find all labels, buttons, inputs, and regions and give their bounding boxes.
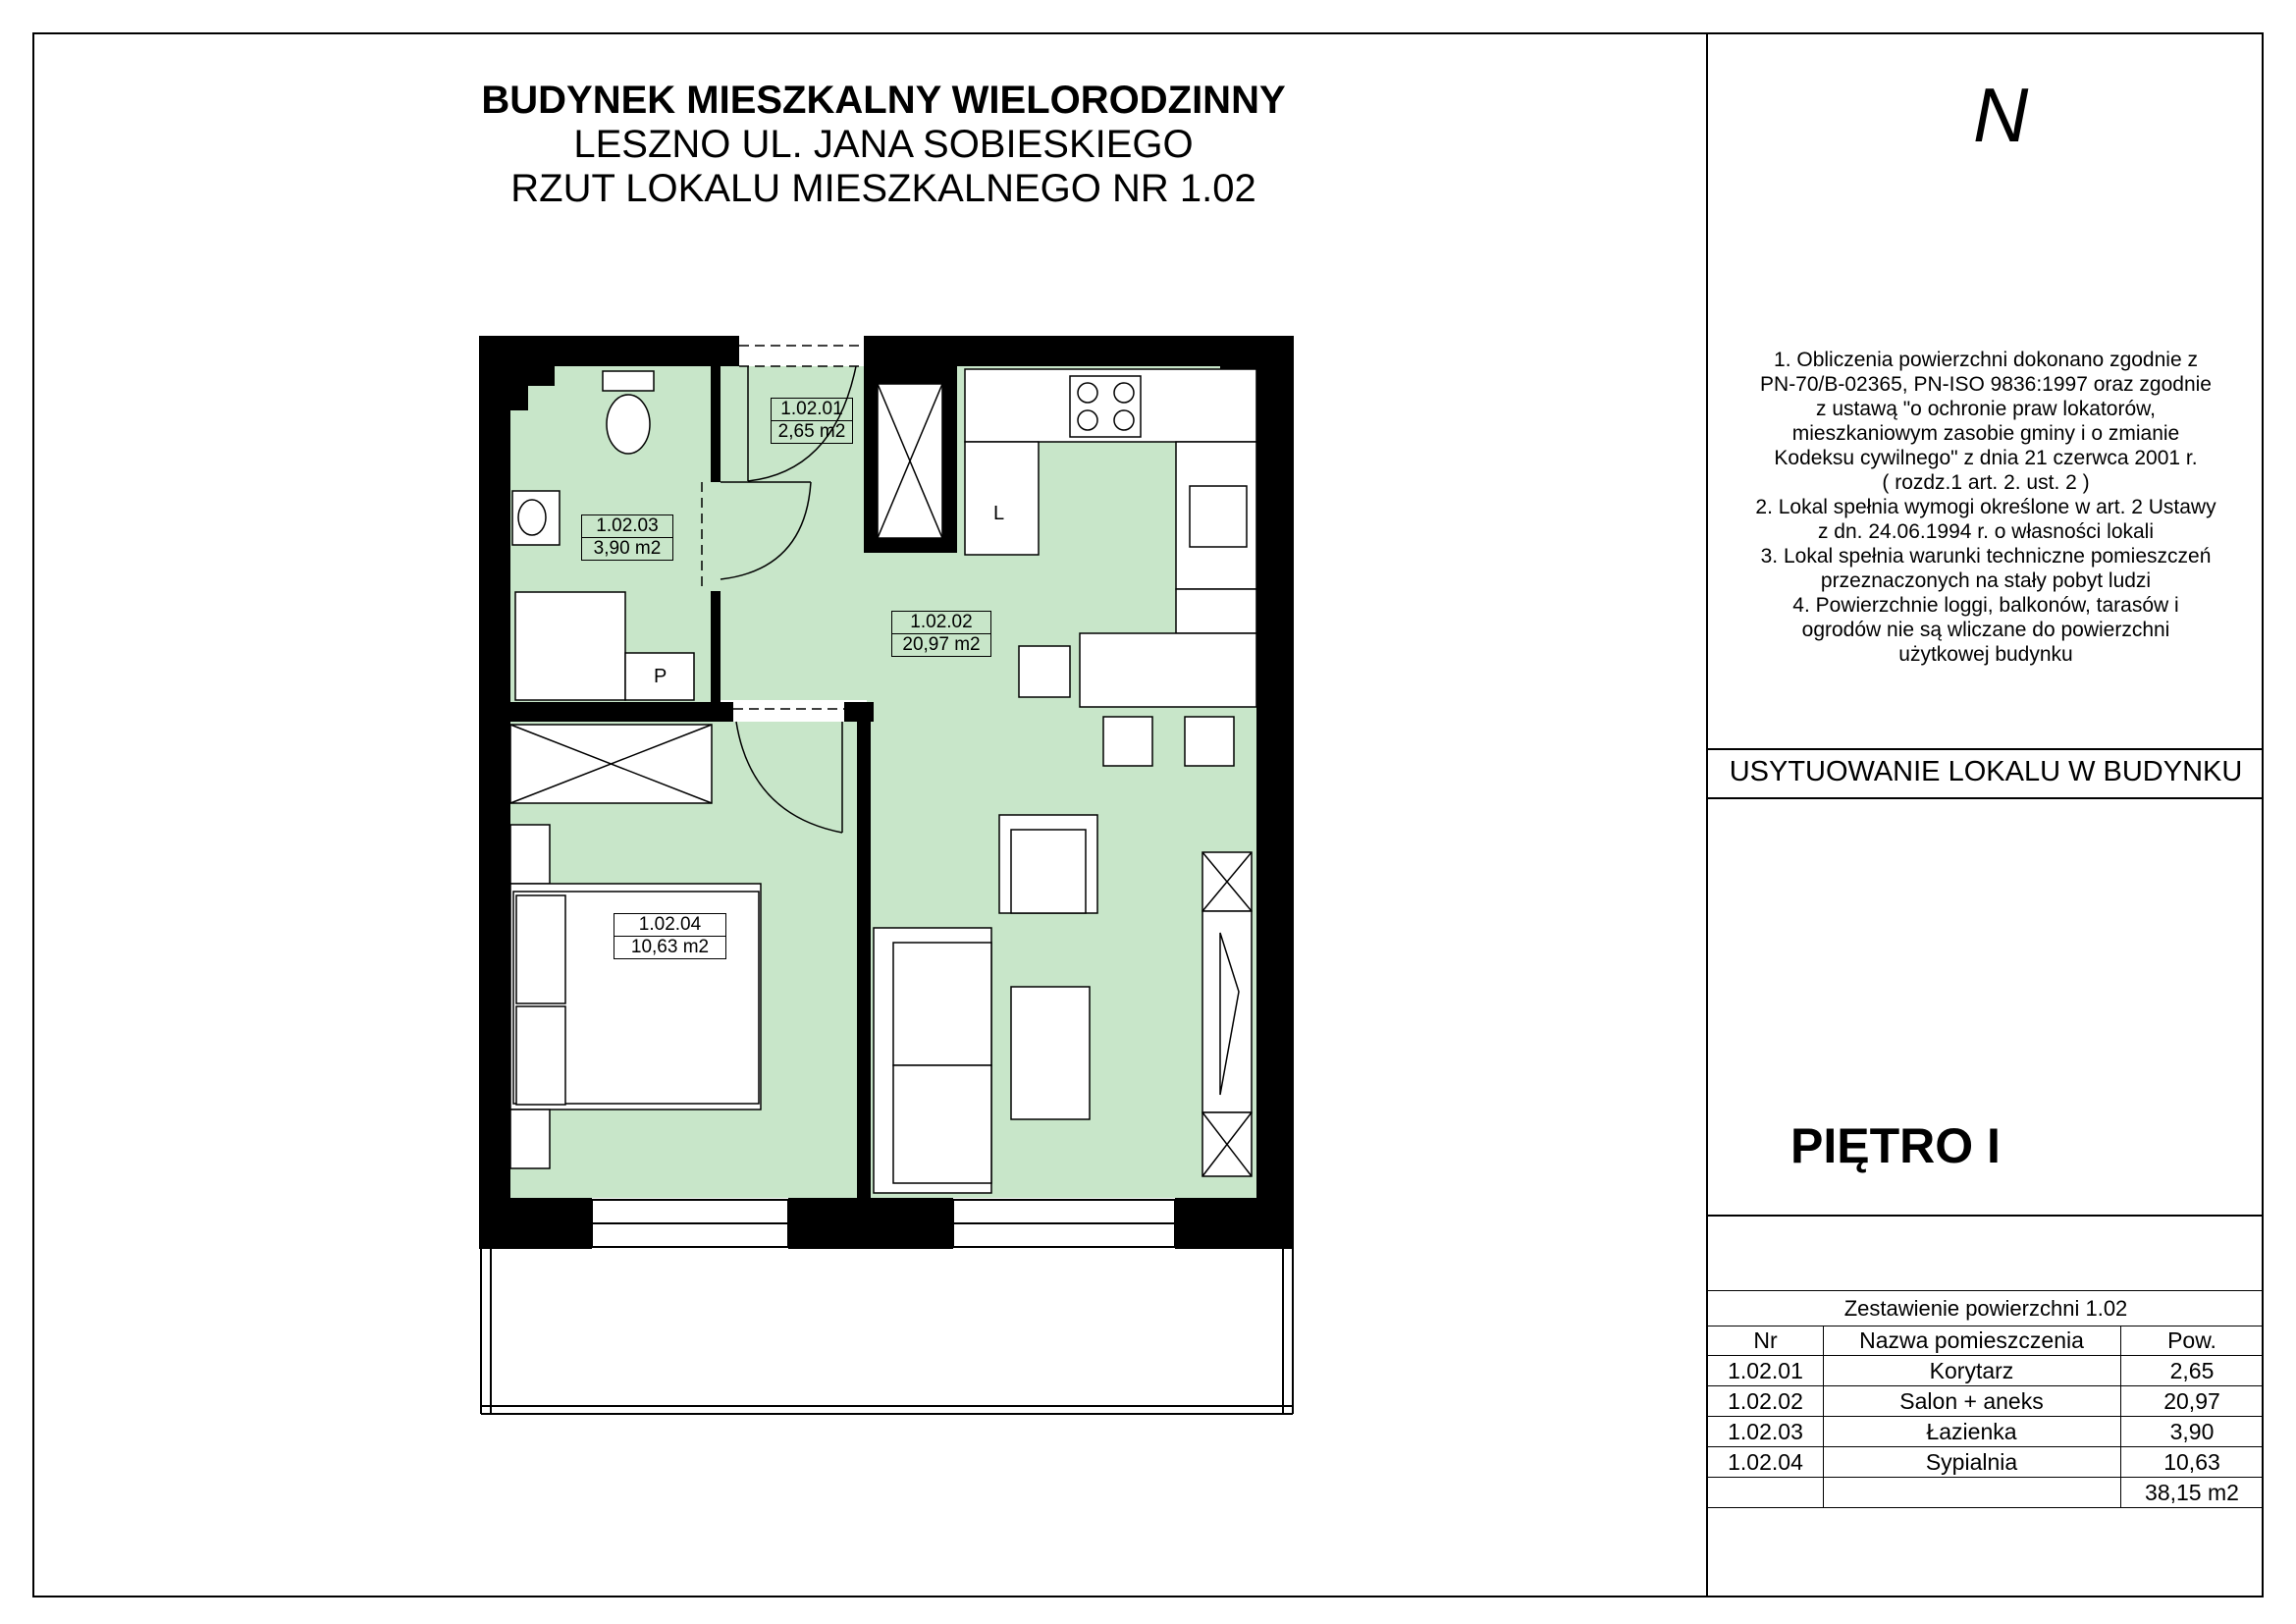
room-id: 1.02.01 bbox=[772, 399, 852, 421]
note-line: przeznaczonych na stały pobyt ludzi bbox=[1820, 569, 2152, 592]
table-header-nr: Nr bbox=[1753, 1327, 1778, 1353]
table-rule bbox=[1708, 1290, 2264, 1291]
floor-label: PIĘTRO I bbox=[1790, 1118, 2001, 1173]
note-line: z ustawą "o ochronie praw lokatorów, bbox=[1816, 398, 2156, 420]
note-line: 2. Lokal spełnia wymogi określone w art. 2 Ustawy bbox=[1755, 496, 2216, 518]
loggia bbox=[481, 1249, 1293, 1414]
room-label-bedroom bbox=[614, 913, 726, 959]
table-cell: 1.02.04 bbox=[1728, 1449, 1803, 1475]
room-area: 3,90 m2 bbox=[593, 538, 662, 559]
title-building: BUDYNEK MIESZKALNY WIELORODZINNY bbox=[481, 79, 1286, 122]
table-total: 38,15 m2 bbox=[2145, 1480, 2239, 1505]
table-cell: 1.02.03 bbox=[1728, 1419, 1803, 1444]
note-line: Kodeksu cywilnego" z dnia 21 czerwca 2001 r. bbox=[1774, 447, 2198, 469]
table-cell: Salon + aneks bbox=[1899, 1388, 2044, 1414]
area-table-title: Zestawienie powierzchni 1.02 bbox=[1843, 1296, 2128, 1321]
table-cell: 2,65 bbox=[2169, 1358, 2215, 1383]
table-rule bbox=[1708, 1507, 2264, 1508]
location-title: USYTUOWANIE LOKALU W BUDYNKU bbox=[1729, 756, 2243, 787]
note-line: PN-70/B-02365, PN-ISO 9836:1997 oraz zgodnie bbox=[1760, 373, 2212, 396]
note-line: 1. Obliczenia powierzchni dokonano zgodnie z bbox=[1774, 349, 2198, 371]
divider bbox=[1706, 797, 2264, 799]
note-line: z dn. 24.06.1994 r. o własności lokali bbox=[1817, 520, 2155, 543]
niche-wardrobe bbox=[878, 384, 942, 538]
table-cell: 1.02.01 bbox=[1728, 1358, 1803, 1383]
room-area: 20,97 m2 bbox=[902, 634, 981, 655]
room-id: 1.02.03 bbox=[582, 515, 672, 538]
room-area: 2,65 m2 bbox=[777, 421, 846, 442]
note-line: 3. Lokal spełnia warunki techniczne pomieszczeń bbox=[1760, 545, 2212, 568]
note-line: mieszkaniowym zasobie gminy i o zmianie bbox=[1791, 422, 2180, 445]
table-header-name: Nazwa pomieszczenia bbox=[1859, 1327, 2084, 1353]
table-header-area: Pow. bbox=[2167, 1327, 2216, 1353]
note-line: ogrodów nie są wliczane do powierzchni bbox=[1801, 619, 2170, 641]
table-cell: 20,97 bbox=[2163, 1388, 2220, 1414]
table-cell: 1.02.02 bbox=[1728, 1388, 1803, 1414]
room-label-living bbox=[891, 611, 991, 657]
note-line: 4. Powierzchnie loggi, balkonów, tarasów i bbox=[1792, 594, 2179, 617]
divider bbox=[1706, 748, 2264, 750]
note-line: użytkowej budynku bbox=[1898, 643, 2073, 666]
fridge-symbol: L bbox=[993, 503, 1005, 524]
table-cell: Korytarz bbox=[1929, 1358, 2014, 1383]
room-label-bathroom bbox=[581, 514, 673, 561]
laundry-symbol: P bbox=[654, 666, 667, 687]
notes-block bbox=[1716, 348, 2256, 667]
room-id: 1.02.02 bbox=[892, 612, 990, 634]
title-unit: RZUT LOKALU MIESZKALNEGO NR 1.02 bbox=[510, 167, 1256, 210]
north-label: N bbox=[1973, 72, 2029, 158]
table-cell: 10,63 bbox=[2163, 1449, 2220, 1475]
room-label-corridor bbox=[771, 398, 853, 444]
note-line: ( rozdz.1 art. 2. ust. 2 ) bbox=[1882, 471, 2090, 494]
room-id: 1.02.04 bbox=[614, 914, 725, 937]
table-cell: Łazienka bbox=[1926, 1419, 2017, 1444]
divider bbox=[1706, 1215, 2264, 1217]
table-cell: Sypialnia bbox=[1925, 1449, 2018, 1475]
title-address: LESZNO UL. JANA SOBIESKIEGO bbox=[573, 123, 1194, 166]
room-area: 10,63 m2 bbox=[630, 937, 710, 957]
table-cell: 3,90 bbox=[2169, 1419, 2215, 1444]
